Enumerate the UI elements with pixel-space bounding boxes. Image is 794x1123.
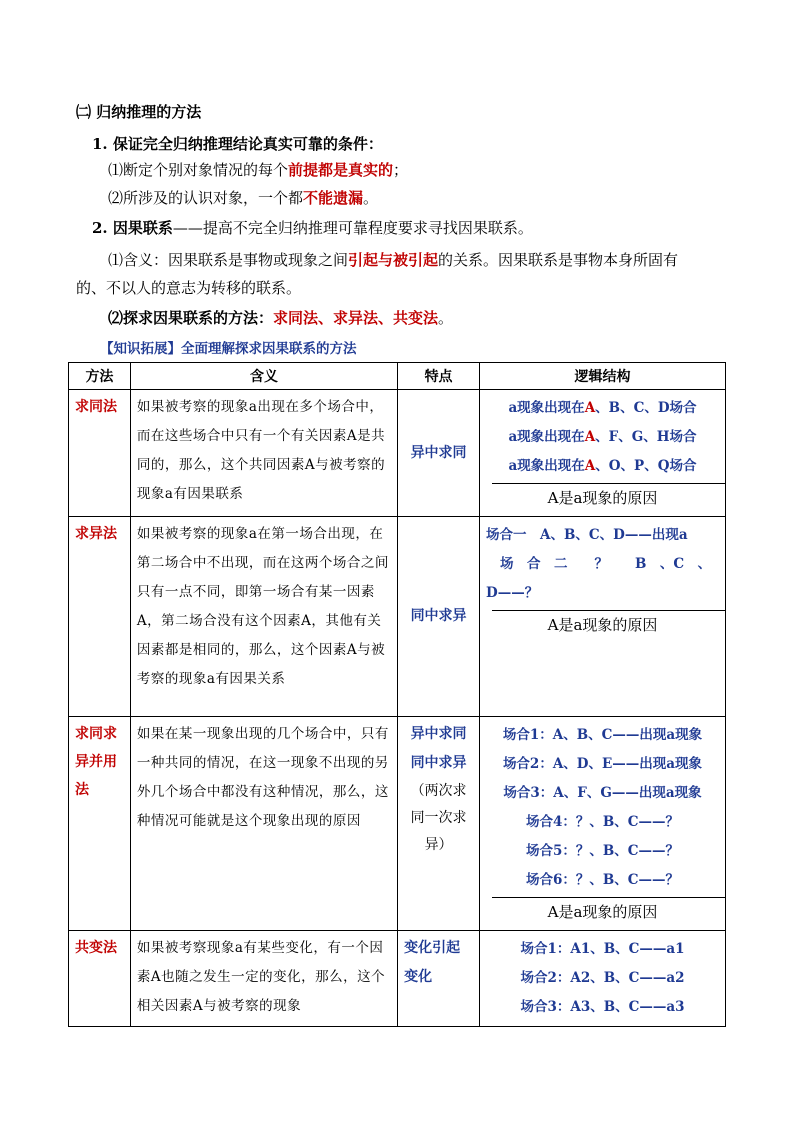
logic-cell [480, 717, 726, 931]
feature-cell: 异中求同 [398, 390, 480, 517]
meaning-cell: 如果被考察的现象a出现在多个场合中，而在这些场合中只有一个有关因素A是共同的，那么，这个共同因素A与被考察的现象a有因果联系 [130, 390, 397, 517]
table-row [69, 390, 726, 517]
header-method: 方法 [69, 363, 131, 390]
logic-line: 场合6：？、B、C——？ [525, 872, 680, 888]
result-text: A是a现象的原因 [547, 616, 658, 634]
methods-table [68, 362, 726, 1027]
logic-line: 场合2：A2、B、C——a2 [520, 970, 685, 986]
logic-line: 场合4：？、B、C——？ [525, 814, 680, 830]
logic-line: 场合2：A、D、E——出现a现象 [502, 756, 703, 772]
meaning-cell: 如果被考察现象a有某些变化，有一个因素A也随之发生一定的变化，那么，这个相关因素A与被考察的现象 [130, 931, 397, 1027]
meaning-cell: 如果被考察的现象a在第一场合出现，在第二场合中不出现，而在这两个场合之间只有一点不同，即第一场合有某一因素A，第二场合没有这个因素A，其他有关因素都是相同的，那么，这个因素A与被考察的现象a有因果关系 [130, 517, 397, 717]
method-cell: 求异法 [69, 517, 131, 717]
logic-line: 场合1：A1、B、C——a1 [520, 941, 685, 957]
header-logic: 逻辑结构 [480, 363, 726, 390]
result-text: A是a现象的原因 [547, 903, 658, 921]
section-heading: ㈡ 归纳推理的方法 [76, 103, 202, 121]
item2-meaning-line1: ⑴含义：因果联系是事物或现象之间引起与被引起的关系。因果联系是事物本身所固有 [108, 251, 679, 269]
item2-methods: ⑵探求因果联系的方法：求同法、求异法、共变法。 [108, 309, 454, 327]
logic-line: 场 合 二 ？ B 、C 、 [500, 556, 712, 572]
item1-condition-1: ⑴断定个别对象情况的每个前提都是真实的； [108, 161, 409, 179]
table-header-row [69, 363, 726, 390]
meaning-cell: 如果在某一现象出现的几个场合中，只有一种共同的情况，在这一现象不出现的另外几个场合中都没有这种情况，那么，这种情况可能就是这个现象出现的原因 [130, 717, 397, 931]
logic-line: 场合3：A、F、G——出现a现象 [503, 785, 702, 801]
logic-cell [480, 517, 726, 717]
logic-line: 场合3：A3、B、C——a3 [520, 999, 685, 1015]
table-caption: 【知识拓展】全面理解探求因果联系的方法 [100, 341, 357, 357]
logic-line: 场合一 A、B、C、D——出现a [486, 527, 688, 543]
method-cell: 求同法 [69, 390, 131, 517]
header-meaning: 含义 [130, 363, 397, 390]
feature-cell [398, 717, 480, 931]
item2-meaning-line2: 的、不以人的意志为转移的联系。 [76, 279, 302, 297]
method-cell: 求同求异并用法 [69, 717, 131, 931]
method-cell: 共变法 [69, 931, 131, 1027]
item1-condition-2: ⑵所涉及的认识对象，一个都不能遗漏。 [108, 189, 379, 207]
logic-line: a现象出现在A、B、C、D场合 [508, 400, 697, 416]
feature-line-1: 异中求同 [410, 726, 467, 742]
logic-cell [480, 390, 726, 517]
header-feature: 特点 [398, 363, 480, 390]
result-text: A是a现象的原因 [547, 489, 658, 507]
table-row [69, 517, 726, 717]
table-row [69, 931, 726, 1027]
logic-line: a现象出现在A、O、P、Q场合 [508, 458, 697, 474]
feature-line-2: 同中求异 [410, 755, 467, 771]
logic-line: 场合5：？、B、C——？ [525, 843, 680, 859]
logic-cell [480, 931, 726, 1027]
logic-line: a现象出现在A、F、G、H场合 [508, 429, 697, 445]
feature-cell: 同中求异 [398, 517, 480, 717]
logic-line: 场合1：A、B、C——出现a现象 [502, 727, 703, 743]
item1-title: 1. 保证完全归纳推理结论真实可靠的条件： [92, 135, 383, 153]
item2-title: 2. 因果联系——提高不完全归纳推理可靠程度要求寻找因果联系。 [92, 219, 533, 237]
table-row [69, 717, 726, 931]
logic-line: D——？ [486, 585, 539, 601]
feature-cell: 变化引起变化 [398, 931, 480, 1027]
feature-note: （两次求同一次求异） [410, 783, 467, 853]
